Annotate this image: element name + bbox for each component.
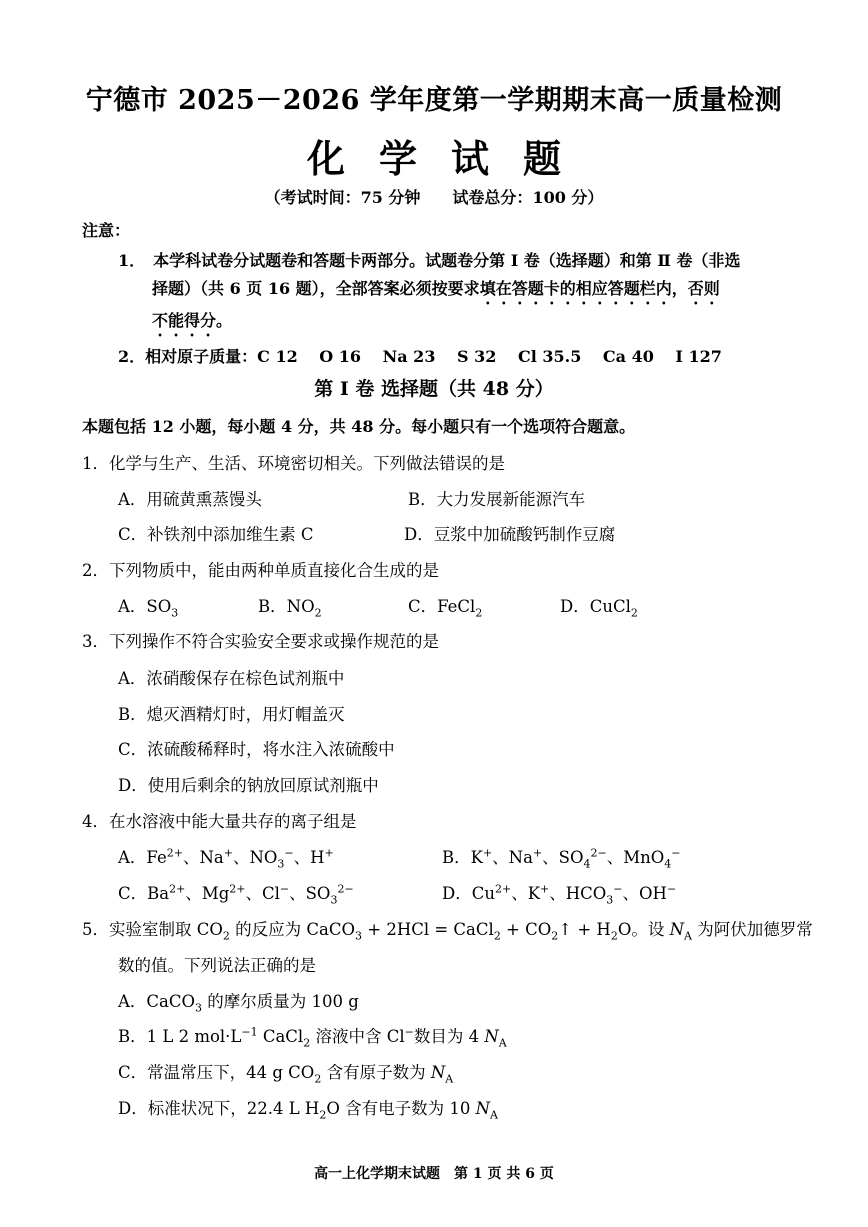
q5-stem-line-1: 5．实验室制取 $CO_2$ 的反应为 CaCO$_3$ + 2HCl = CaCl$_2$ + $CO_2↑ + H_2O$。设 $N_A$ 为阿伏加德罗常 (82, 920, 813, 943)
q4-option-b: B．K+、Na+、$SO_4^{2-}$、MnO$_4$− (442, 846, 681, 871)
q2-option-b: B．$NO_2$ (258, 597, 322, 620)
q3-option-b: B．熄灭酒精灯时，用灯帽盖灭 (118, 705, 345, 724)
q1-option-a: A．用硫黄熏蒸馒头 (118, 490, 262, 509)
q5-option-a: A．CaCO$_3$ 的摩尔质量为 100 g (118, 992, 359, 1015)
q5-option-c: C．常温常压下，44 g $CO_2$ 含有原子数为 $N_A$ (118, 1063, 454, 1086)
q1-option-b: B．大力发展新能源汽车 (408, 490, 586, 509)
q2-option-a: A．$SO_3$ (118, 597, 179, 620)
q2-stem: 2．下列物质中，能由两种单质直接化合生成的是 (82, 561, 439, 580)
q3-stem: 3．下列操作不符合实验安全要求或操作规范的是 (82, 632, 439, 651)
note-1-line-1: 1． 本学科试卷分试题卷和答题卡两部分。试题卷分第 Ⅰ 卷（选择题）和第 Ⅱ 卷（非选 (118, 251, 741, 270)
section-1-intro: 本题包括 12 小题，每小题 4 分，共 48 分。每小题只有一个选项符合题意。 (82, 417, 636, 436)
q4-option-d: D．$Cu^{2+}$、K+、$HCO_3^-$、OH− (442, 882, 677, 907)
q1-option-d: D．豆浆中加硫酸钙制作豆腐 (404, 525, 616, 544)
notes-label: 注意： (82, 221, 131, 240)
page-footer: 高一上化学期末试题 第 1 页 共 6 页 (314, 1166, 554, 1182)
q1-option-c: C．补铁剂中添加维生素 C (118, 525, 314, 544)
exam-title: 宁德市 2025－2026 学年度第一学期期末高一质量检测 (85, 85, 783, 116)
q5-option-d: D．标准状况下，22.4 L $H_2O$ 含有电子数为 10 $N_A$ (118, 1099, 498, 1122)
q4-option-a: A．$Fe^{2+}$、Na+、$NO_3^-$、H+ (118, 846, 334, 871)
q3-option-c: C．浓硫酸稀释时，将水注入浓硫酸中 (118, 740, 395, 759)
q5-option-b: B．1 L 2 $mol\cdot L^{-1}$ CaCl$_2$ 溶液中含 Cl−数目为 4 $N_A$ (118, 1025, 507, 1050)
q1-stem: 1．化学与生产、生活、环境密切相关。下列做法错误的是 (82, 454, 505, 473)
q4-stem: 4．在水溶液中能大量共存的离子组是 (82, 812, 357, 831)
q3-option-a: A．浓硝酸保存在棕色试剂瓶中 (118, 669, 345, 688)
note-1-line-3: 不能得分。 (152, 311, 233, 330)
q2-option-c: C．FeCl$_2$ (408, 597, 483, 620)
q3-option-d: D．使用后剩余的钠放回原试剂瓶中 (118, 776, 379, 795)
note-2-atomic-masses: 2．相对原子质量：C 12 O 16 Na 23 S 32 Cl 35.5 Ca 40 I 127 (118, 347, 722, 366)
q4-option-c: C．$Ba^{2+}$、$Mg^{2+}$、Cl−、$SO_3^{2-}$ (118, 882, 354, 907)
section-1-heading: 第 Ⅰ 卷 选择题（共 48 分） (314, 378, 554, 400)
exam-time-info: （考试时间：75 分钟 试卷总分：100 分） (264, 188, 604, 207)
q2-option-d: D．CuCl$_2$ (560, 597, 638, 620)
note-1-line-2: 择题）（共 6 页 16 题），全部答案必须按要求填在答题卡的相应答题栏内，否则 (152, 279, 720, 298)
subject-title: 化学试题 (306, 136, 595, 181)
q5-stem-line-2: 数的值。下列说法正确的是 (118, 956, 316, 975)
